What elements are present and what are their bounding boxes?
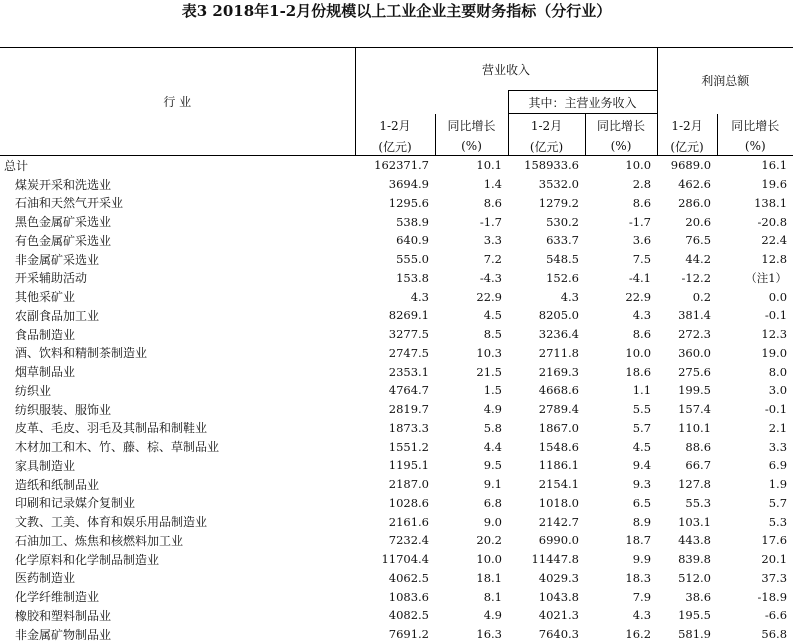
main-business-cell: 8205.0 <box>538 308 579 323</box>
revenue-cell: 2747.5 <box>388 345 429 360</box>
profit-cell: 195.5 <box>678 608 712 623</box>
main-business-cell: 633.7 <box>546 233 579 248</box>
profit-growth-cell: 19.6 <box>761 177 788 192</box>
main-business-growth-cell: 18.6 <box>625 364 652 379</box>
revenue-cell: 1028.6 <box>388 495 429 510</box>
main-business-growth-cell: 9.4 <box>632 458 652 473</box>
main-business-cell: 3236.4 <box>538 327 579 342</box>
profit-growth-cell: 16.1 <box>761 158 788 173</box>
revenue-growth-cell: 18.1 <box>476 570 502 585</box>
profit-growth-cell: 56.8 <box>761 627 788 642</box>
profit-cell: 360.0 <box>678 345 712 360</box>
profit-cell: 512.0 <box>678 570 712 585</box>
revenue-growth-cell: 6.8 <box>483 495 502 510</box>
main-business-growth-cell: 4.3 <box>632 308 652 323</box>
revenue-cell: 1083.6 <box>388 589 429 604</box>
revenue-growth-cell: 8.5 <box>483 327 502 342</box>
table-row <box>0 569 793 588</box>
revenue-growth-cell: 21.5 <box>476 364 502 379</box>
industry-name: 纺织业 <box>15 383 52 398</box>
industry-name: 石油和天然气开采业 <box>15 196 124 211</box>
main-business-growth-cell: 5.7 <box>632 420 652 435</box>
main-business-cell: 4029.3 <box>538 570 579 585</box>
table-row <box>0 250 793 269</box>
main-business-cell: 4668.6 <box>538 383 579 398</box>
revenue-growth-cell: 8.6 <box>483 195 502 210</box>
revenue-cell: 3277.5 <box>388 327 429 342</box>
revenue-growth-cell: 4.9 <box>483 608 502 623</box>
profit-growth-cell: 0.0 <box>768 289 788 304</box>
rev-unit: (亿元) <box>355 137 435 156</box>
revenue-cell: 162371.7 <box>374 158 429 173</box>
profit-yoy-header: 同比增长 <box>717 114 793 138</box>
profit-cell: 199.5 <box>678 383 712 398</box>
table-row <box>0 606 793 625</box>
industry-name: 化学原料和化学制品制造业 <box>15 552 160 567</box>
revenue-growth-cell: 5.8 <box>483 420 502 435</box>
main-business-cell: 4021.3 <box>538 608 579 623</box>
profit-growth-cell: 37.3 <box>761 570 788 585</box>
main-business-growth-cell: 4.5 <box>632 439 652 454</box>
profit-unit: (亿元) <box>657 137 717 156</box>
table-row <box>0 212 793 231</box>
rev-period-header: 1-2月 <box>355 114 435 138</box>
profit-growth-cell: 12.8 <box>761 252 788 267</box>
industry-name: 总计 <box>4 158 29 173</box>
industry-name: 纺织服装、服饰业 <box>15 402 112 417</box>
industry-name: 烟草制品业 <box>15 365 76 380</box>
main-business-growth-cell: 16.2 <box>625 627 652 642</box>
main-business-growth-cell: 6.5 <box>632 495 652 510</box>
industry-name: 石油加工、炼焦和核燃料加工业 <box>15 533 184 548</box>
main-business-cell: 152.6 <box>546 270 579 285</box>
revenue-cell: 1551.2 <box>388 439 429 454</box>
table-row <box>0 419 793 438</box>
main-business-cell: 1018.0 <box>538 495 579 510</box>
table-row <box>0 156 793 175</box>
profit-growth-cell: -6.6 <box>764 608 788 623</box>
profit-growth-cell: 138.1 <box>754 195 788 210</box>
main-business-growth-cell: 9.9 <box>632 552 652 567</box>
profit-cell: 0.2 <box>692 289 712 304</box>
table-row <box>0 512 793 531</box>
revenue-cell: 538.9 <box>396 214 429 229</box>
profit-cell: 286.0 <box>678 195 712 210</box>
industry-name: 其他采矿业 <box>15 290 76 305</box>
main-business-growth-cell: -4.1 <box>628 270 652 285</box>
table-row <box>0 531 793 550</box>
main-business-cell: 2789.4 <box>538 402 579 417</box>
profit-cell: 839.8 <box>678 552 712 567</box>
rev-yoy-unit: (%) <box>435 137 508 156</box>
industry-name: 文教、工美、体育和娱乐用品制造业 <box>15 515 208 530</box>
profit-growth-cell: -18.9 <box>757 589 788 604</box>
main-business-growth-cell: 18.7 <box>625 533 652 548</box>
industry-name: 医药制造业 <box>15 571 76 586</box>
revenue-growth-cell: 9.1 <box>483 477 502 492</box>
revenue-cell: 640.9 <box>396 233 429 248</box>
main-business-cell: 2711.8 <box>538 345 579 360</box>
revenue-growth-cell: 4.9 <box>483 402 502 417</box>
revenue-cell: 4764.7 <box>388 383 429 398</box>
main-period-header: 1-2月 <box>508 114 585 138</box>
revenue-cell: 555.0 <box>396 252 429 267</box>
main-business-growth-cell: 10.0 <box>625 345 652 360</box>
main-business-growth-cell: 9.3 <box>632 477 652 492</box>
revenue-growth-cell: 22.9 <box>476 289 502 304</box>
profit-cell: 272.3 <box>678 327 712 342</box>
profit-cell: 443.8 <box>678 533 712 548</box>
main-business-cell: 7640.3 <box>538 627 579 642</box>
profit-growth-cell: 3.0 <box>768 383 788 398</box>
table-row <box>0 362 793 381</box>
profit-growth-cell: 2.1 <box>768 420 788 435</box>
main-business-growth-cell: 10.0 <box>625 158 652 173</box>
profit-cell: 157.4 <box>678 402 712 417</box>
profit-growth-cell: （注1） <box>745 270 788 285</box>
industry-name: 化学纤维制造业 <box>15 590 100 605</box>
profit-growth-cell: -0.1 <box>764 402 788 417</box>
profit-cell: 462.6 <box>678 177 712 192</box>
profit-growth-cell: 3.3 <box>768 439 788 454</box>
profit-growth-cell: 17.6 <box>761 533 788 548</box>
profit-growth-cell: 8.0 <box>768 364 788 379</box>
revenue-cell: 2353.1 <box>388 364 429 379</box>
revenue-growth-cell: 4.4 <box>483 439 502 454</box>
main-business-cell: 1548.6 <box>538 439 579 454</box>
main-business-growth-cell: 4.3 <box>632 608 652 623</box>
revenue-growth-cell: -4.3 <box>479 270 502 285</box>
profit-yoy-unit: (%) <box>717 137 793 156</box>
main-business-growth-cell: 5.5 <box>632 402 652 417</box>
table-row <box>0 306 793 325</box>
profit-cell: 275.6 <box>678 364 712 379</box>
revenue-cell: 2187.0 <box>388 477 429 492</box>
main-business-cell: 2169.3 <box>538 364 579 379</box>
profit-cell: 581.9 <box>678 627 712 642</box>
table-row <box>0 325 793 344</box>
revenue-cell: 7691.2 <box>388 627 429 642</box>
table-row <box>0 381 793 400</box>
table-row <box>0 231 793 250</box>
revenue-growth-cell: 9.0 <box>483 514 502 529</box>
main-business-growth-cell: 8.6 <box>632 327 652 342</box>
main-business-growth-cell: 22.9 <box>625 289 652 304</box>
profit-growth-cell: 20.1 <box>761 552 788 567</box>
industry-name: 非金属矿采选业 <box>15 252 100 267</box>
revenue-header: 营业收入 <box>355 48 657 91</box>
table-row <box>0 587 793 606</box>
industry-name: 农副食品加工业 <box>15 308 100 323</box>
profit-growth-cell: 12.3 <box>761 327 788 342</box>
main-unit: (亿元) <box>508 137 585 156</box>
revenue-growth-cell: 9.5 <box>483 458 502 473</box>
main-business-cell: 1867.0 <box>538 420 579 435</box>
profit-cell: -12.2 <box>681 270 712 285</box>
main-business-cell: 2142.7 <box>538 514 579 529</box>
revenue-cell: 3694.9 <box>388 177 429 192</box>
main-business-growth-cell: 1.1 <box>632 383 652 398</box>
profit-cell: 38.6 <box>685 589 712 604</box>
industry-name: 木材加工和木、竹、藤、棕、草制品业 <box>15 440 220 455</box>
industry-name: 非金属矿物制品业 <box>15 627 112 642</box>
table-row <box>0 456 793 475</box>
main-business-cell: 1043.8 <box>538 589 579 604</box>
revenue-cell: 8269.1 <box>388 308 429 323</box>
revenue-cell: 2161.6 <box>388 514 429 529</box>
revenue-growth-cell: 16.3 <box>476 627 502 642</box>
profit-cell: 44.2 <box>685 252 712 267</box>
table-row <box>0 437 793 456</box>
main-business-cell: 4.3 <box>560 289 579 304</box>
revenue-growth-cell: 8.1 <box>483 589 502 604</box>
revenue-growth-cell: 10.1 <box>476 158 502 173</box>
revenue-growth-cell: 10.3 <box>476 345 502 360</box>
main-business-growth-cell: 7.9 <box>632 589 652 604</box>
industry-name: 皮革、毛皮、羽毛及其制品和制鞋业 <box>15 421 208 436</box>
table-row <box>0 550 793 569</box>
main-business-growth-cell: -1.7 <box>628 214 652 229</box>
rev-yoy-header: 同比增长 <box>435 114 508 138</box>
profit-cell: 381.4 <box>678 308 712 323</box>
revenue-cell: 1195.1 <box>388 458 429 473</box>
revenue-cell: 4062.5 <box>388 570 429 585</box>
table-row <box>0 287 793 306</box>
revenue-cell: 1295.6 <box>388 195 429 210</box>
table-row <box>0 400 793 419</box>
revenue-cell: 4082.5 <box>388 608 429 623</box>
profit-cell: 9689.0 <box>670 158 712 173</box>
table-row <box>0 494 793 513</box>
table-body <box>0 156 793 644</box>
profit-growth-cell: 19.0 <box>761 345 788 360</box>
financial-indicators-table <box>0 47 793 644</box>
main-business-cell: 3532.0 <box>538 177 579 192</box>
main-business-growth-cell: 2.8 <box>632 177 652 192</box>
industry-name: 橡胶和塑料制品业 <box>15 608 112 623</box>
revenue-cell: 1873.3 <box>388 420 429 435</box>
industry-name: 食品制造业 <box>15 327 76 342</box>
main-business-growth-cell: 3.6 <box>632 233 652 248</box>
main-business-header: 其中：主营业务收入 <box>508 91 657 114</box>
table-row <box>0 175 793 194</box>
table-row <box>0 625 793 644</box>
industry-name: 造纸和纸制品业 <box>15 477 100 492</box>
main-business-cell: 548.5 <box>546 252 579 267</box>
revenue-growth-cell: 3.3 <box>483 233 502 248</box>
industry-name: 有色金属矿采选业 <box>15 233 112 248</box>
table-title: 表3 2018年1-2月份规模以上工业企业主要财务指标（分行业） <box>181 2 612 20</box>
main-business-cell: 1186.1 <box>538 458 579 473</box>
industry-name: 家具制造业 <box>15 458 76 473</box>
industry-name: 黑色金属矿采选业 <box>15 215 112 230</box>
revenue-growth-cell: 4.5 <box>483 308 502 323</box>
profit-period-header: 1-2月 <box>657 114 717 138</box>
main-business-cell: 11447.8 <box>531 552 579 567</box>
revenue-cell: 2819.7 <box>388 402 429 417</box>
profit-cell: 103.1 <box>678 514 712 529</box>
revenue-growth-cell: 10.0 <box>476 552 502 567</box>
industry-name: 印刷和记录媒介复制业 <box>15 496 136 511</box>
profit-cell: 76.5 <box>685 233 712 248</box>
table-row <box>0 269 793 288</box>
profit-growth-cell: 5.7 <box>768 495 788 510</box>
profit-cell: 110.1 <box>678 420 712 435</box>
revenue-growth-cell: -1.7 <box>479 214 502 229</box>
main-business-growth-cell: 18.3 <box>625 570 652 585</box>
main-yoy-unit: (%) <box>585 137 657 156</box>
main-business-cell: 6990.0 <box>538 533 579 548</box>
industry-name: 酒、饮料和精制茶制造业 <box>15 346 148 361</box>
main-business-cell: 530.2 <box>546 214 579 229</box>
main-business-growth-cell: 8.6 <box>632 195 652 210</box>
table-row <box>0 194 793 213</box>
revenue-spacer <box>355 91 508 114</box>
main-business-cell: 2154.1 <box>538 477 579 492</box>
industry-name: 开采辅助活动 <box>15 271 88 286</box>
profit-growth-cell: -0.1 <box>764 308 788 323</box>
main-business-growth-cell: 8.9 <box>632 514 652 529</box>
table-row <box>0 344 793 363</box>
revenue-growth-cell: 20.2 <box>476 533 502 548</box>
profit-cell: 66.7 <box>685 458 712 473</box>
revenue-cell: 11704.4 <box>381 552 429 567</box>
profit-growth-cell: -20.8 <box>757 214 788 229</box>
profit-cell: 127.8 <box>678 477 712 492</box>
industry-header: 行 业 <box>0 48 355 156</box>
revenue-growth-cell: 1.5 <box>483 383 502 398</box>
revenue-cell: 7232.4 <box>388 533 429 548</box>
main-business-cell: 1279.2 <box>538 195 579 210</box>
main-business-cell: 158933.6 <box>524 158 579 173</box>
profit-cell: 55.3 <box>685 495 712 510</box>
profit-cell: 88.6 <box>685 439 712 454</box>
revenue-cell: 153.8 <box>396 270 429 285</box>
profit-growth-cell: 6.9 <box>768 458 788 473</box>
profit-growth-cell: 22.4 <box>761 233 788 248</box>
revenue-growth-cell: 1.4 <box>483 177 502 192</box>
profit-growth-cell: 1.9 <box>768 477 788 492</box>
revenue-cell: 4.3 <box>410 289 429 304</box>
profit-cell: 20.6 <box>685 214 712 229</box>
revenue-growth-cell: 7.2 <box>483 252 502 267</box>
main-yoy-header: 同比增长 <box>585 114 657 138</box>
profit-growth-cell: 5.3 <box>768 514 788 529</box>
profit-header: 利润总额 <box>657 48 793 114</box>
table-row <box>0 475 793 494</box>
industry-name: 煤炭开采和洗选业 <box>15 177 112 192</box>
main-business-growth-cell: 7.5 <box>632 252 652 267</box>
